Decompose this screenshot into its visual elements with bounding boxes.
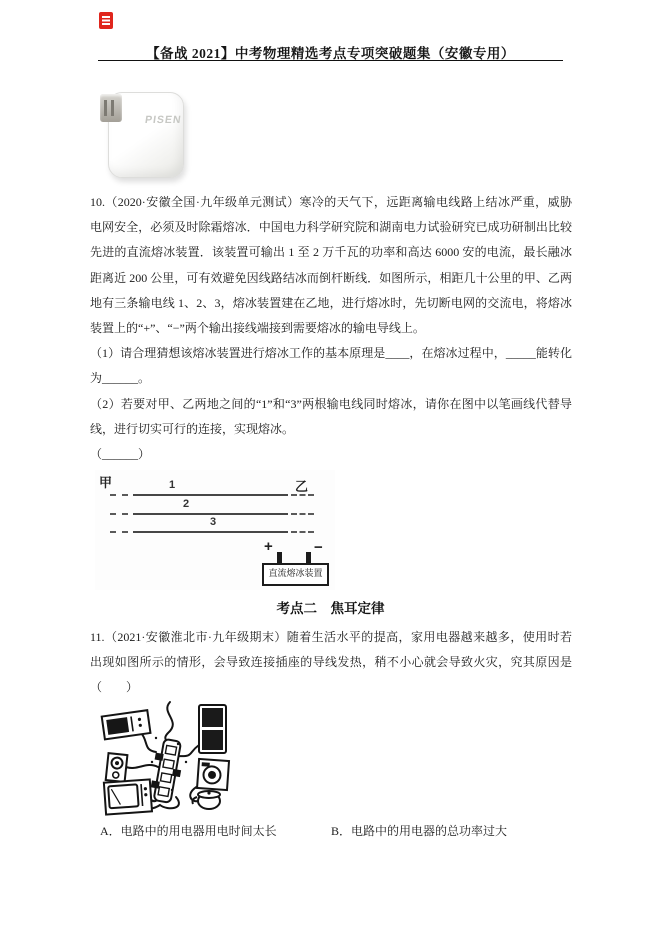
adapter-brand-text: PISEN [144, 114, 183, 126]
answer-blank-parenthesis: （______） [90, 446, 151, 461]
wire-2 [133, 513, 288, 515]
brand-logo-icon [99, 12, 113, 29]
electric-cooker-icon [193, 791, 221, 809]
plus-terminal-stub [277, 552, 282, 563]
sub-question-1-line: 为______。 [90, 371, 151, 386]
wire-2-label: 2 [183, 498, 190, 510]
plug-prongs-icon [100, 94, 122, 122]
plug-slots [104, 100, 118, 116]
wire-1-right-dash [291, 494, 314, 496]
minus-terminal-label: − [314, 539, 323, 556]
sub-question-2-line: 线，进行切实可行的连接，实现熔冰。 [90, 421, 295, 436]
question-10-line: 先进的直流熔冰装置．该装置可输出 1 至 2 万千瓦的功率和高达 6000 安的电流，最长融冰 [90, 245, 572, 260]
wire-1 [133, 494, 288, 496]
question-11-line: 11.（2021·安徽淮北市·九年级期末）随着生活水平的提高，家用电器越来越多，使用时若 [90, 630, 572, 644]
sub-question-1-line: （1）请合理猜想该熔冰装置进行熔冰工作的基本原理是____，在熔冰过程中，_____能转化 [90, 346, 572, 361]
tv-icon [104, 779, 152, 814]
question-11-block [90, 625, 572, 701]
site-yi-label: 乙 [295, 479, 309, 494]
power-adapter-photo [98, 87, 186, 180]
question-10-block [90, 190, 572, 467]
minus-terminal-stub [306, 552, 311, 563]
question-11-line: 出现如图所示的情形，会导致连接插座的导线发热，稍不小心就会导致火灾，究其原因是 [90, 655, 572, 670]
wire-3-left-dash [110, 531, 128, 533]
wire-2-right-dash [291, 513, 314, 515]
question-10-line: 10.（2020·安徽全国·九年级单元测试）寒冷的天气下，远距离输电线路上结冰严重，威胁 [90, 195, 572, 209]
page-header-title: 【备战 2021】中考物理精选考点专项突破题集（安徽专用） [146, 46, 515, 61]
question-10-line: 电网安全，必须及时除霜熔冰．中国电力科学研究院和湖南电力试验研究已成功研制出比较 [90, 220, 572, 235]
site-jia-label: 甲 [99, 475, 113, 490]
power-strip-icon [148, 738, 186, 804]
wire-3-label: 3 [210, 516, 217, 528]
question-10-line: 地有三条输电线 1、2、3，熔冰装置建在乙地，进行熔冰时，先切断电网的交流电，将熔冰 [90, 295, 572, 310]
wire-1-label: 1 [169, 479, 176, 491]
appliances-illustration [98, 698, 240, 818]
wire-3-right-dash [291, 531, 314, 533]
question-10-line: 距离近 200 公里，可有效避免因线路结冰而倒杆断线．如图所示，相距几十公里的甲、乙两 [90, 270, 572, 285]
wire-3 [133, 531, 288, 533]
answer-options-row [0, 822, 661, 842]
refrigerator-icon [199, 705, 226, 753]
speaker-icon [106, 753, 128, 782]
option-b: B．电路中的用电器的总功率过大 [331, 824, 508, 838]
microwave-icon [102, 710, 151, 739]
wire-2-left-dash [110, 513, 128, 515]
section-heading: 考点二 焦耳定律 [276, 601, 385, 616]
wire-1-left-dash [110, 494, 128, 496]
question-10-line: 装置上的“+”、“−”两个输出接线端接到需要熔冰的输电导线上。 [90, 320, 425, 335]
transmission-line-diagram [95, 470, 335, 590]
answer-parenthesis: （ ） [90, 680, 139, 695]
sub-question-2-line: （2）若要对甲、乙两地之间的“1”和“3”两根输电线同时熔冰，请你在图中以笔画线代替导 [90, 396, 572, 411]
washing-machine-icon [197, 759, 229, 790]
dc-melting-device-box: 直流熔冰装置 [262, 563, 329, 586]
logo-glyph [102, 16, 110, 25]
plus-terminal-label: + [264, 538, 273, 555]
header-divider [98, 60, 563, 61]
option-a: A．电路中的用电器用电时间太长 [100, 824, 277, 838]
